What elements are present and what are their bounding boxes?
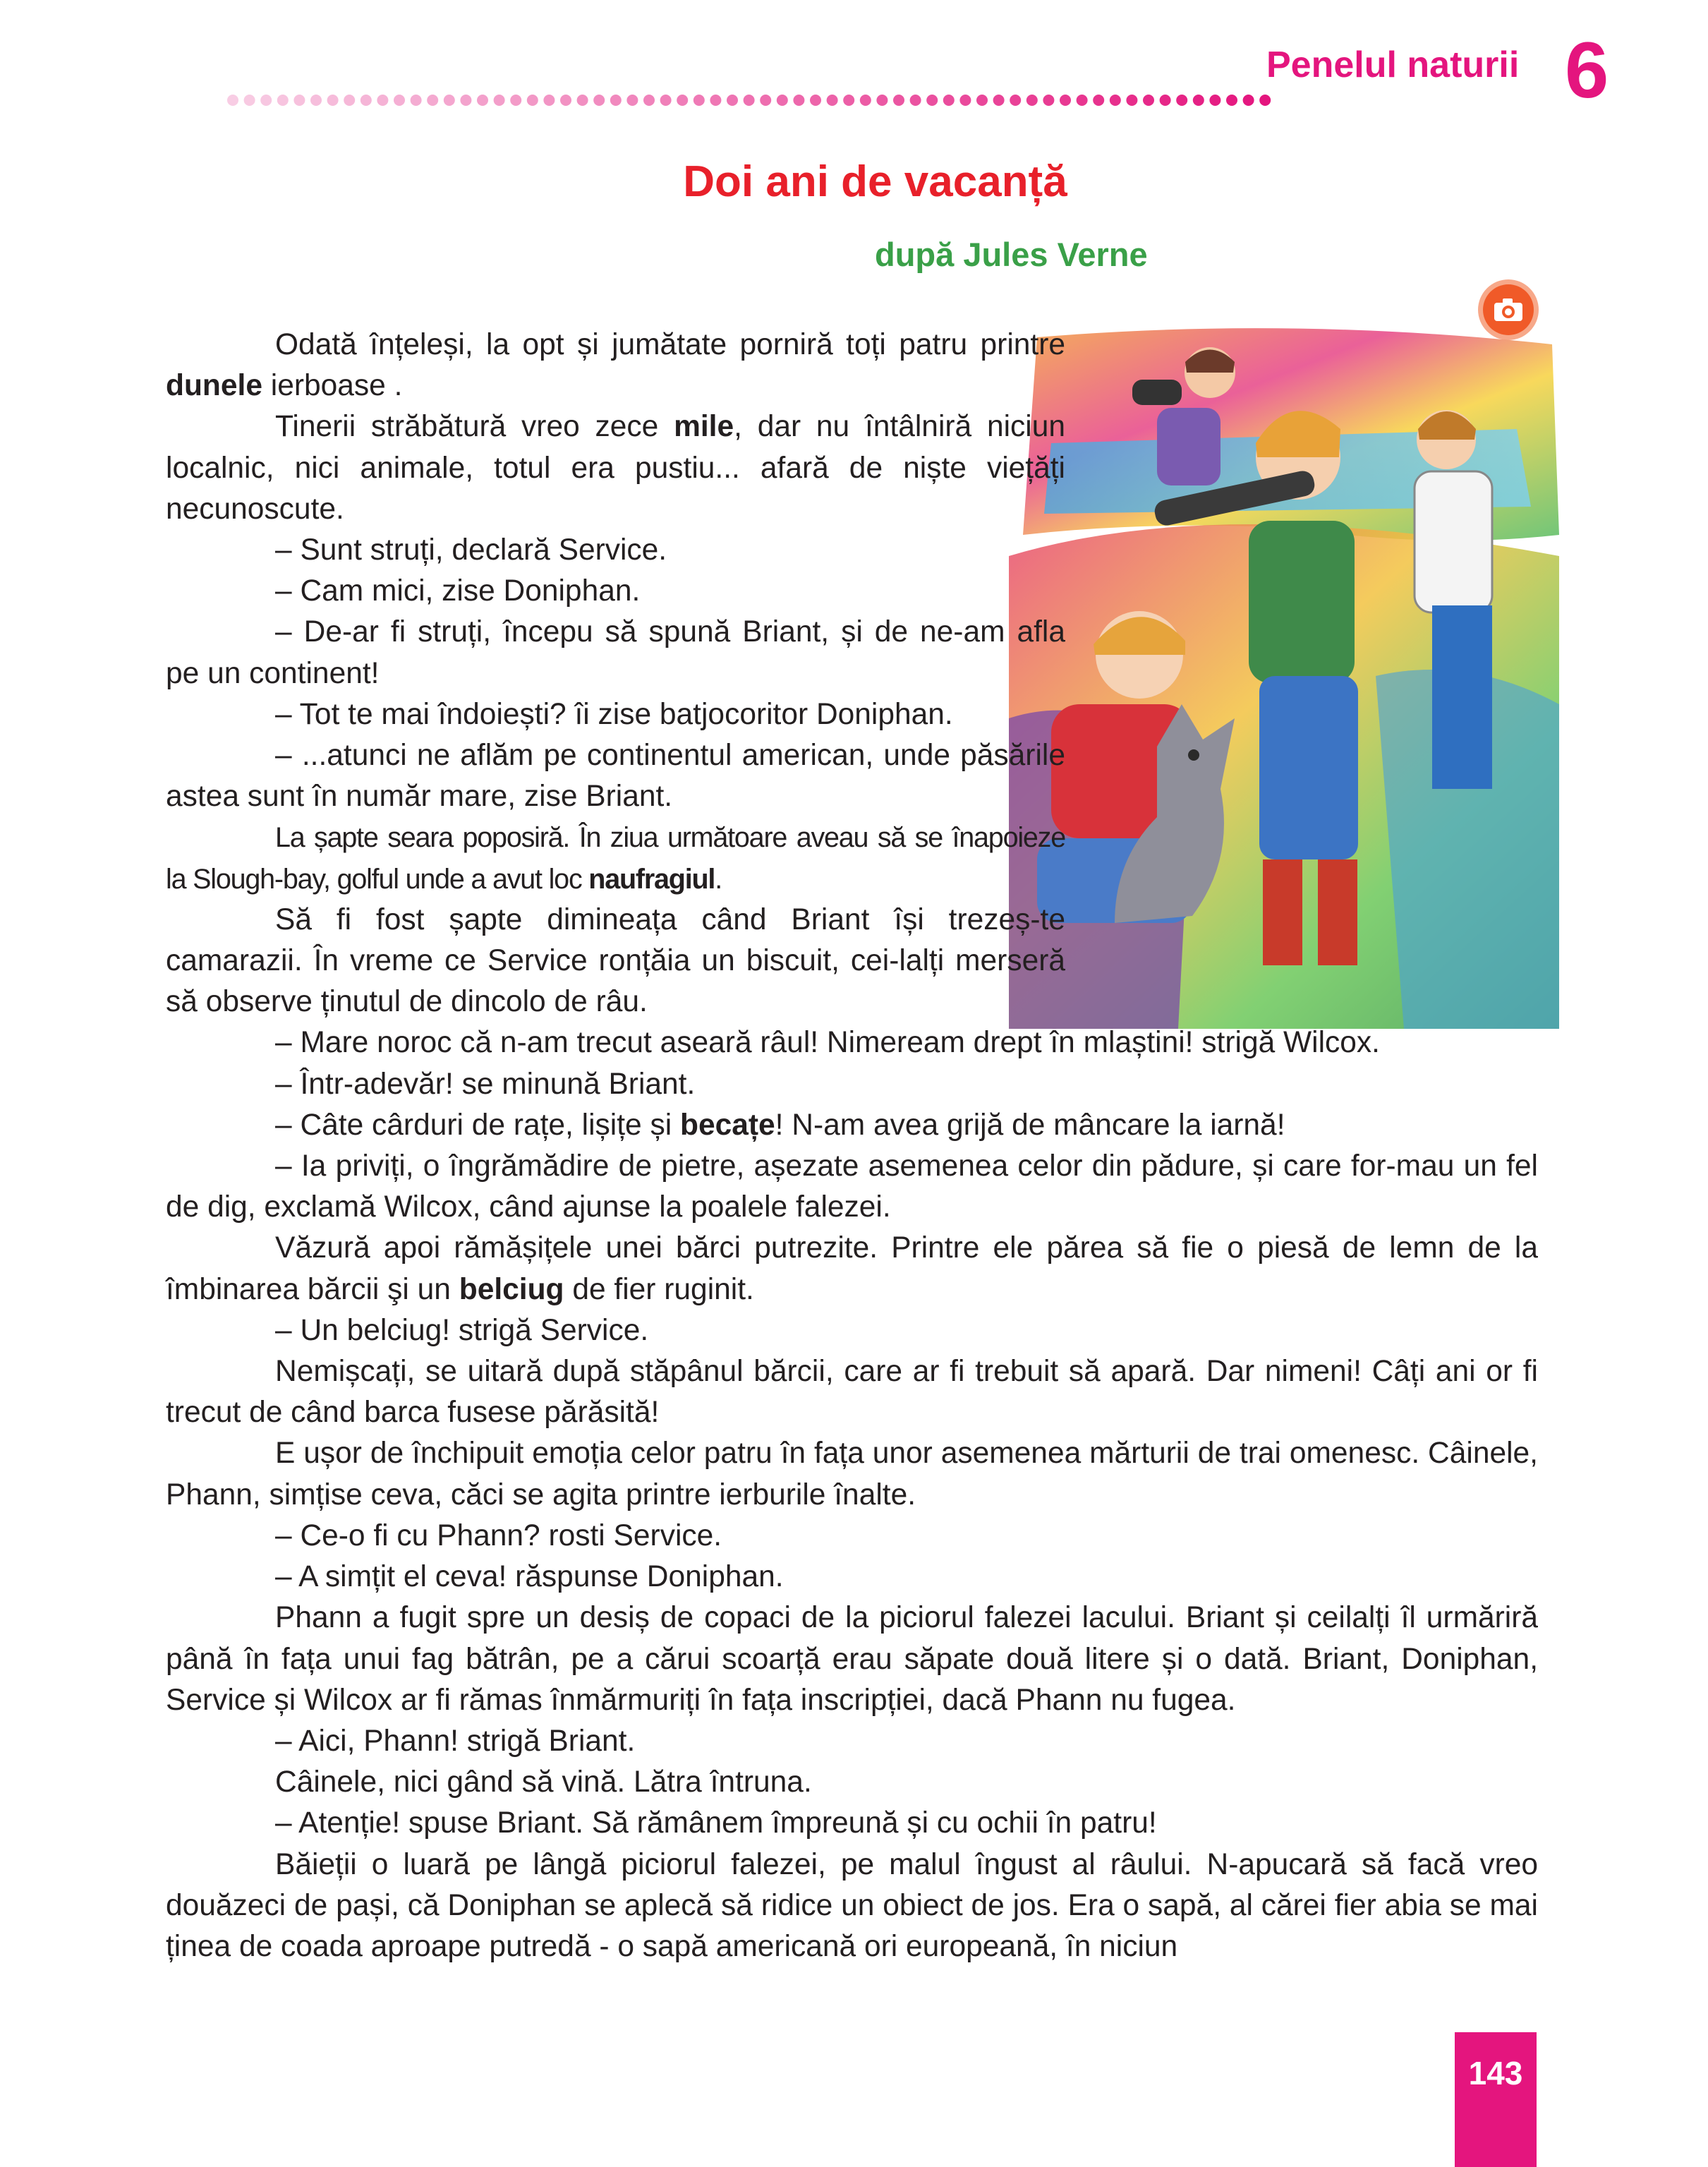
paragraph-text: – Ce-o fi cu Phann? rosti Service. — [275, 1519, 722, 1552]
paragraph-text: Odată înțeleși, la opt și jumătate porniră toți patru printre — [275, 328, 1065, 361]
story-paragraph — [166, 530, 1065, 571]
header-dot — [1209, 95, 1221, 106]
header-dot — [827, 95, 838, 106]
header-dot — [577, 95, 588, 106]
header-dot — [1143, 95, 1154, 106]
header-dot — [876, 95, 888, 106]
vocabulary-word: belciug — [459, 1272, 564, 1306]
paragraph-text: – Sunt struți, declară Service. — [275, 533, 667, 567]
story-paragraph — [166, 1721, 1538, 1762]
header-dot — [460, 95, 471, 106]
header-dot — [327, 95, 339, 106]
story-title-text: Doi ani de vacanță — [683, 157, 1067, 206]
story-paragraph — [166, 325, 1065, 406]
paragraph-text: La șapte seara poposiră. În ziua următoare aveau să se înapoieze la Slough-bay, golful unde a avut loc — [166, 822, 1065, 895]
header-dot — [260, 95, 272, 106]
story-paragraph — [166, 1762, 1538, 1803]
header-dot — [1010, 95, 1021, 106]
header-dot — [394, 95, 405, 106]
header-dot — [560, 95, 571, 106]
story-paragraph — [166, 694, 1065, 735]
header-dot-line — [226, 92, 1277, 108]
header-dot — [943, 95, 955, 106]
header-dot — [793, 95, 804, 106]
story-paragraph — [166, 1516, 1538, 1557]
header-dot — [626, 95, 638, 106]
header-dot — [694, 95, 705, 106]
story-title — [0, 157, 1708, 207]
page-number-tab — [1455, 2032, 1537, 2167]
header-dot — [1160, 95, 1171, 106]
header-dot — [777, 95, 788, 106]
story-paragraph — [166, 406, 1065, 530]
header-dot — [593, 95, 605, 106]
paragraph-text: Băieții o luară pe lângă piciorul falezei, pe malul îngust al râului. N-apucară să facă vreo douăzeci de pași, că Doniphan se aplecă să ridice un obiect de jos. Era o sapă, al cărei fier abia se mai ținea de coada aproape putredă - o sapă americană ori europeană, în niciun — [166, 1847, 1538, 1963]
header-dot — [760, 95, 771, 106]
paragraph-text: – Tot te mai îndoiești? îi zise batjocoritor Doniphan. — [275, 697, 953, 731]
paragraph-text: – Într-adevăr! se minună Briant. — [275, 1067, 696, 1101]
paragraph-text: – Câte cârduri de rațe, lișițe și — [275, 1108, 680, 1142]
paragraph-text: – Aici, Phann! strigă Briant. — [275, 1724, 636, 1758]
header-dot — [494, 95, 505, 106]
header-dot — [1176, 95, 1187, 106]
chapter-number: 6 — [1565, 26, 1609, 114]
header-dot — [1093, 95, 1104, 106]
vocabulary-word: naufragiul — [588, 863, 715, 895]
header-dot — [411, 95, 422, 106]
header-dot — [477, 95, 488, 106]
header-dot — [543, 95, 555, 106]
header-dot — [1026, 95, 1038, 106]
paragraph-text: Nemișcați, se uitară după stăpânul bărcii, care ar fi trebuit să apară. Dar nimeni! Câți ani or fi trecut de când barca fusese părăsită! — [166, 1355, 1538, 1430]
paragraph-text: E ușor de închipuit emoția celor patru în fața unor asemenea mărturii de trai omenesc. Câinele, Phann, simțise ceva, căci se agita printre ierburile înalte. — [166, 1437, 1538, 1511]
story-paragraph — [166, 1351, 1538, 1433]
header-dot — [227, 95, 238, 106]
header-dot — [893, 95, 904, 106]
story-paragraph — [166, 1803, 1538, 1844]
header-dot — [1226, 95, 1237, 106]
story-paragraph — [166, 1228, 1538, 1310]
header-dot — [910, 95, 921, 106]
header-dot — [310, 95, 322, 106]
header-dot — [244, 95, 255, 106]
story-paragraph — [166, 1598, 1538, 1721]
paragraph-text: Câinele, nici gând să vină. Lătra întruna. — [275, 1765, 812, 1799]
header-dot — [293, 95, 305, 106]
vocabulary-word: mile — [674, 410, 734, 444]
paragraph-text: – Cam mici, zise Doniphan. — [275, 574, 641, 608]
paragraph-text: Phann a fugit spre un desiș de copaci de la piciorul falezei lacului. Briant și ceilalți îl urmăriră până în fața unui fag bătrân, pe a cărui scoarță erau săpate două litere și o dată. Briant, Doniphan, Service și Wilcox ar fi rămas înmărmuriți în fața inscripției, dacă Phann nu fugea. — [166, 1601, 1538, 1717]
story-paragraph — [166, 1022, 1538, 1063]
header-dot — [810, 95, 821, 106]
paragraph-text: de fier ruginit. — [564, 1272, 754, 1306]
paragraph-text: – A simțit el ceva! răspunse Doniphan. — [275, 1560, 784, 1594]
paragraph-text: – Un belciug! strigă Service. — [275, 1313, 649, 1347]
header-dot — [660, 95, 672, 106]
header-dot — [427, 95, 438, 106]
header-dot — [361, 95, 372, 106]
paragraph-text: ! N-am avea grijă de mâncare la iarnă! — [775, 1108, 1285, 1142]
story-paragraph — [166, 1845, 1538, 1968]
header-dot — [926, 95, 938, 106]
paragraph-text: – ...atunci ne aflăm pe continentul american, unde păsările astea sunt în număr mare, zise Briant. — [166, 739, 1065, 814]
story-paragraph — [166, 612, 1065, 694]
story-text — [166, 325, 1538, 1967]
vocabulary-word: becațe — [680, 1108, 775, 1142]
chapter-title: Penelul naturii — [1266, 44, 1520, 85]
paragraph-text: . — [715, 863, 722, 895]
header-dot — [277, 95, 289, 106]
header-dot — [993, 95, 1005, 106]
header-dot — [344, 95, 355, 106]
header-dot — [527, 95, 538, 106]
header-dot — [1193, 95, 1204, 106]
story-paragraph — [166, 1310, 1538, 1351]
story-paragraph — [166, 1433, 1538, 1515]
header-dot — [1043, 95, 1054, 106]
paragraph-text: Să fi fost șapte dimineața când Briant își trezeș-te camarazii. În vreme ce Service ronțăia un biscuit, cei-lalți merseră să observe ținutul de dincolo de râu. — [166, 903, 1065, 1019]
header-dot — [510, 95, 521, 106]
paragraph-text: – De-ar fi struți, începu să spună Briant, și de ne-am afla pe un continent! — [166, 615, 1065, 690]
paragraph-text: – Atenție! spuse Briant. Să rămânem împreună și cu ochii în patru! — [275, 1806, 1157, 1840]
camera-icon — [1493, 297, 1524, 322]
header-dot — [1077, 95, 1088, 106]
header-dot — [1110, 95, 1121, 106]
paragraph-text: – Mare noroc că n-am trecut aseară râul! Nimeream drept în mlaștini! strigă Wilcox. — [275, 1026, 1380, 1060]
story-paragraph — [166, 817, 1065, 899]
story-paragraph — [166, 1064, 1538, 1105]
story-author: după Jules Verne — [875, 236, 1148, 273]
header-dot — [727, 95, 738, 106]
header-dot — [1259, 95, 1271, 106]
story-paragraph — [166, 571, 1065, 612]
header-dot — [976, 95, 988, 106]
story-paragraph — [166, 900, 1065, 1023]
header-dot — [444, 95, 455, 106]
header-dot — [860, 95, 871, 106]
vocabulary-word: dunele — [166, 369, 262, 403]
header-dot — [744, 95, 755, 106]
story-paragraph — [166, 735, 1065, 817]
story-paragraph — [166, 1146, 1538, 1228]
header-dot — [1243, 95, 1254, 106]
header-dot — [377, 95, 388, 106]
header-dot — [610, 95, 622, 106]
header-dot — [1126, 95, 1137, 106]
paragraph-text: – Ia priviți, o îngrămădire de pietre, așezate asemenea celor din pădure, și care for-mau un fel de dig, exclamă Wilcox, când ajunse la poalele falezei. — [166, 1149, 1538, 1224]
header-dot — [710, 95, 721, 106]
story-paragraph — [166, 1105, 1538, 1146]
page-number: 143 — [1468, 2055, 1523, 2091]
paragraph-text: Văzură apoi rămășițele unei bărci putrezite. Printre ele părea să fie o piesă de lemn de la îmbinarea bărcii şi un — [166, 1231, 1538, 1306]
header-dot — [1060, 95, 1071, 106]
paragraph-text: , dar nu întâlniră niciun localnic, nici animale, totul era pustiu... afară de niște viețăți necunoscute. — [166, 410, 1066, 526]
header-dot — [959, 95, 971, 106]
header-dot — [677, 95, 688, 106]
header-dot — [643, 95, 655, 106]
header-dot — [843, 95, 854, 106]
paragraph-text: ierboase . — [262, 369, 403, 403]
paragraph-text: Tinerii străbătură vreo zece — [275, 410, 674, 444]
story-paragraph — [166, 1557, 1538, 1598]
